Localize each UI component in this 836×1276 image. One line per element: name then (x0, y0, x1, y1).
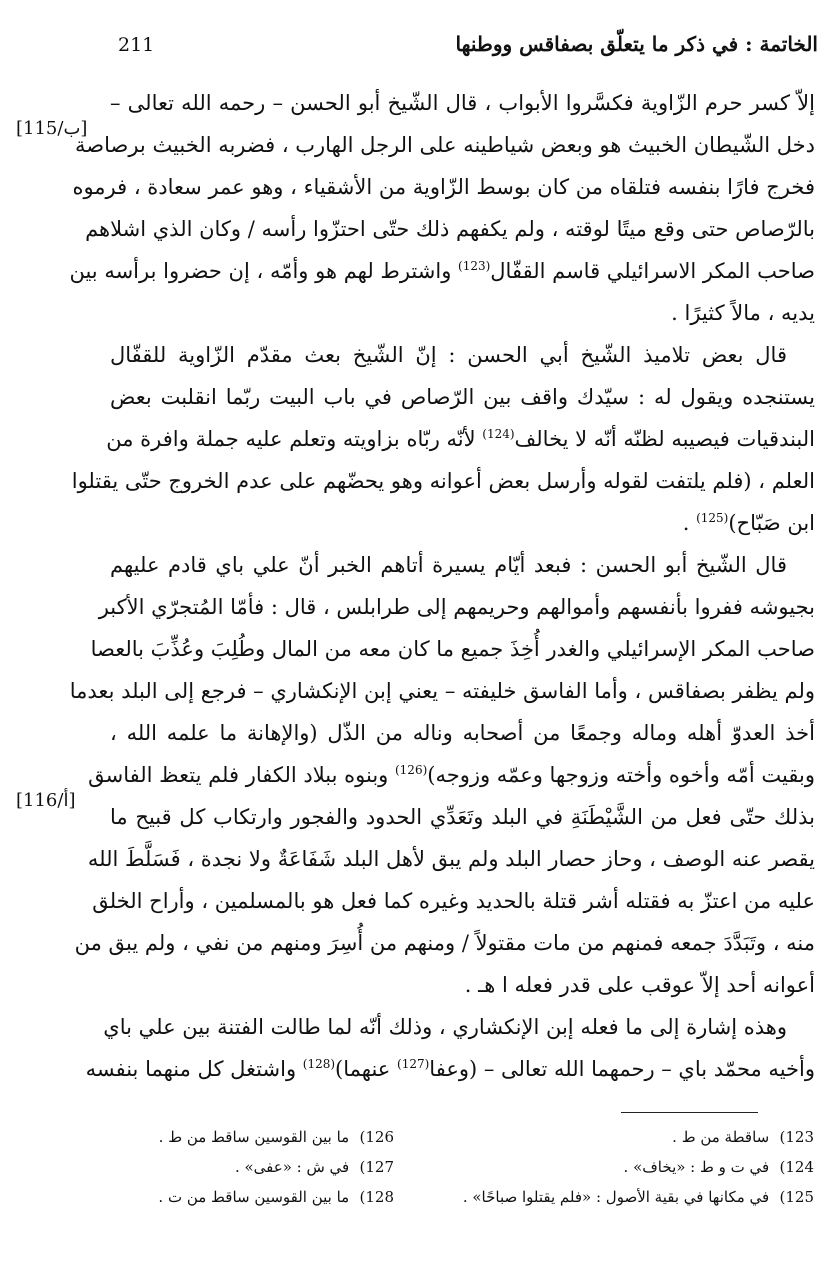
footnote-text: ساقطة من ط . (672, 1128, 770, 1146)
footnote-number: 123) (779, 1128, 814, 1146)
text-run: ولم يظفر بصفاقس ، وأما الفاسق خليفته – يعني إبن الإنكشاري – فرجع إلى البلد بعدما (69, 679, 815, 703)
footnote-127 (235, 1158, 394, 1176)
text-run: البندقيات فيصيبه لظنّه أنّه لا يخالف (514, 427, 815, 451)
text-run: صاحب المكر الاسرائيلي قاسم القفّال (490, 259, 815, 283)
text-line (90, 628, 815, 670)
text-line (110, 292, 815, 334)
text-run: لأنّه ربّاه بزاويته وتعلم عليه جملة وافرة من (106, 427, 483, 451)
text-line (106, 418, 815, 460)
footnote-marker: (124) (482, 427, 515, 441)
text-run: واشترط لهم هو وأمّه ، إن حضروا برأسه بين (69, 259, 459, 283)
footnote-number: 128) (359, 1188, 394, 1206)
folio-ref-115b: [115/ب] (16, 118, 88, 139)
footnote-marker: (126) (394, 763, 428, 777)
text-line (110, 712, 815, 754)
text-line (72, 166, 815, 208)
text-line (85, 1048, 815, 1090)
text-run: إلاّ كسر حرم الزّاوية فكسَّروا الأبواب ، قال الشّيخ أبو الحسن – رحمه الله تعالى – (110, 91, 815, 115)
footnote-marker: (127) (397, 1057, 430, 1071)
text-run: فخرج فارًا بنفسه فتلقاه من كان بوسط الزّاوية من الأشقياء ، وهو عمر سعادة ، فرموه (72, 175, 815, 199)
footnote-125 (463, 1188, 814, 1206)
footnote-marker: (125) (696, 511, 729, 525)
page-header (118, 28, 818, 68)
text-line (71, 460, 815, 502)
text-line (110, 964, 815, 1006)
text-run: بجيوشه ففروا بأنفسهم وأموالهم وحريمهم إلى طرابلس ، قال : فأمّا المُتجرّي الأكبر (98, 595, 815, 619)
footnote-separator (621, 1112, 758, 1113)
text-run: قال الشّيخ أبو الحسن : فبعد أيّام يسيرة أتاهم الخبر أنّ علي باي قادم عليهم (110, 553, 787, 577)
text-run: بالرّصاص حتى وقع ميتًا لوقته ، ولم يكفهم ذلك حتّى احتزّوا رأسه / وكان الذي اشلاهم (85, 217, 815, 241)
footnote-text: ما بين القوسين ساقط من ت . (158, 1188, 350, 1206)
text-run: يديه ، مالاً كثيرًا . (671, 301, 815, 325)
text-line (85, 208, 815, 250)
text-run: أخذ العدوّ أهله وماله وجمعًا من أصحابه وناله من الذّل (والإهانة ما علمه الله ، (110, 721, 815, 745)
footnote-marker: (123) (458, 259, 491, 273)
text-run: عليه من اعتزّ به فقتله أشر قتلة بالحديد وغيره كما فعل هو بالمسلمين ، وأراح الخلق (92, 889, 815, 913)
running-title: الخاتمة : في ذكر ما يتعلّق بصفاقس ووطنها (455, 32, 818, 56)
text-line (75, 124, 815, 166)
text-run: أعوانه أحد إلاّ عوقب على قدر فعله ا هـ . (464, 973, 815, 997)
text-run: واشتغل كل منهما بنفسه (85, 1057, 303, 1081)
footnote-number: 125) (779, 1188, 814, 1206)
text-run: وبقيت أمّه وأخوه وأخته وزوجها وعمّه وزوجه) (427, 763, 815, 787)
footnote-text: في ت و ط : «يخاف» . (623, 1158, 770, 1176)
footnote-marker: (128) (302, 1057, 336, 1071)
text-run: منه ، وتَبَدَّدَ جمعه فمنهم من مات مقتولاً / ومنهم من أُسِرَ ومنهم من نفي ، ولم يبق من (74, 931, 815, 955)
text-run: العلم ، (فلم يلتفت لقوله وأرسل بعض أعوانه وهو يحضّهم على عدم الخروج حتّى يقتلوا (71, 469, 815, 493)
footnote-123 (672, 1128, 814, 1146)
text-line (110, 334, 815, 376)
text-run: ابن صَبّاح) (728, 511, 815, 535)
footnote-text: ما بين القوسين ساقط من ط . (158, 1128, 350, 1146)
footnote-124 (624, 1158, 814, 1176)
text-run: وبنوه ببلاد الكفار فلم يتعظ الفاسق (88, 763, 395, 787)
footnote-126 (159, 1128, 394, 1146)
footnote-number: 127) (359, 1158, 394, 1176)
footnote-128 (158, 1188, 394, 1206)
main-text (69, 82, 815, 1090)
text-line (88, 754, 815, 796)
text-run: قال بعض تلاميذ الشّيخ أبي الحسن : إنّ الشّيخ بعث مقدّم الزّاوية للقفّال (110, 343, 787, 367)
text-run: دخل الشّيطان الخبيث هو وبعض شياطينه على الرجل الهارب ، فضربه الخبيث برصاصة (75, 133, 815, 157)
text-line (110, 376, 815, 418)
text-run: عنهما) (335, 1057, 398, 1081)
footnote-number: 124) (779, 1158, 814, 1176)
footnote-text: في مكانها في بقية الأصول : «فلم يقتلوا صباحًا» . (462, 1188, 770, 1206)
text-line (103, 1006, 815, 1048)
text-run: يستنجده ويقول له : سيّدك واقف بين الرّصاص في باب البيت ربّما انقلبت بعض (110, 385, 815, 409)
text-line (110, 82, 815, 124)
text-line (74, 922, 815, 964)
text-line (69, 670, 815, 712)
text-run: وهذه إشارة إلى ما فعله إبن الإنكشاري ، وذلك أنّه لما طالت الفتنة بين علي باي (103, 1015, 787, 1039)
text-line (92, 880, 815, 922)
text-line (98, 586, 815, 628)
footnote-number: 126) (359, 1128, 394, 1146)
text-line (110, 796, 815, 838)
text-line (87, 838, 815, 880)
page-number: 211 (118, 34, 155, 56)
folio-ref-116a: [116/أ] (16, 790, 76, 811)
text-line (110, 502, 815, 544)
text-run: وأخيه محمّد باي – رحمهما الله تعالى – (وعفا (429, 1057, 815, 1081)
text-run: صاحب المكر الإسرائيلي والغدر أُخِذَ جميع ما كان معه من المال وطُلِبَ وعُذِّبَ بالعصا (90, 637, 815, 661)
text-line (110, 544, 815, 586)
footnote-text: في ش : «عفى» . (234, 1158, 350, 1176)
text-line (69, 250, 815, 292)
text-run: . (682, 511, 697, 535)
text-run: بذلك حتّى فعل من الشَّيْطَنَةِ في البلد وتَعَدِّي الحدود والفجور وارتكاب كل قبيح ما (110, 805, 815, 829)
text-run: يقصر عنه الوصف ، وحاز حصار البلد ولم يبق لأهل البلد شَفَاعَةٌ ولا نجدة ، فَسَلَّطَ الله (87, 847, 815, 871)
